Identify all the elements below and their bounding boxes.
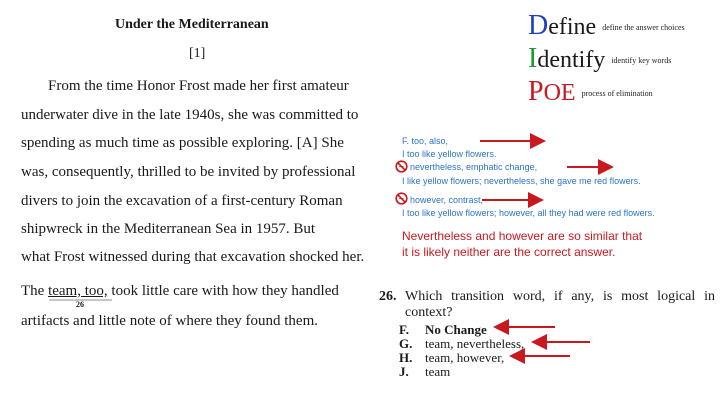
annotation-nevertheless-definition: nevertheless, emphatic change, [410,162,538,172]
annotation-too-definition: F. too, also, [402,136,449,146]
legend-define-note: define the answer choices [602,23,685,32]
underline-question-number: 26 [76,300,84,309]
passage-line: shipwreck in the Mediterranean Sea in 1957. But [21,221,316,237]
choice-letter: G. [399,336,413,351]
paragraph-label: [1] [189,46,206,61]
legend-poe-initial: P [528,76,544,107]
underlined-portion: team, too, [48,283,108,299]
passage-line: underwater dive in the late 1940s, she was committed to [21,107,359,123]
legend-poe-note: process of elimination [581,89,653,98]
choice-letter: J. [399,364,409,379]
legend-define-initial: D [528,10,549,41]
passage-sentence-line2: artifacts and little note of where they found them. [21,313,318,329]
legend-identify-rest: dentify [537,47,606,73]
passage-line: was, consequently, thrilled to be invited by professional [21,164,356,180]
passage-line: what Frost witnessed during that excavation shocked her. [21,249,365,265]
choice-text: team, however, [425,350,505,365]
passage-line: From the time Honor Frost made her first amateur [48,78,349,94]
choice-letter: H. [399,350,413,365]
annotation-however-definition: however, contrast, [410,195,484,205]
passage-line: spending as much time as possible exploring. [A] She [21,135,344,151]
choice-text: No Change [425,322,487,337]
annotation-nevertheless-example: I like yellow flowers; nevertheless, she gave me red flowers. [402,176,641,186]
legend-define-rest: efine [548,14,597,40]
passage-line: divers to join the excavation of a first-century Roman [21,193,343,209]
sentence-pre: The [21,283,49,299]
annotation-however-example: I too like yellow flowers; however, all they had were red flowers. [402,208,655,218]
annotation-too-example: I too like yellow flowers. [402,149,497,159]
question-stem: Which transition word, if any, is most logical in context? [405,289,715,320]
question-number: 26. [379,289,397,304]
legend-identify-note: identify key words [611,56,672,65]
choice-letter: F. [399,322,409,337]
annotation-conclusion-line1: Nevertheless and however are so similar that [402,229,643,243]
choice-text: team, nevertheless, [425,336,525,351]
choice-text: team [425,364,451,379]
annotation-conclusion-line2: it is likely neither are the correct answer. [402,245,616,259]
legend-identify-initial: I [528,43,538,74]
sentence-post: took little care with how they handled [107,283,339,299]
passage-title: Under the Mediterranean [115,17,269,32]
legend-poe-rest: OE [543,80,576,106]
